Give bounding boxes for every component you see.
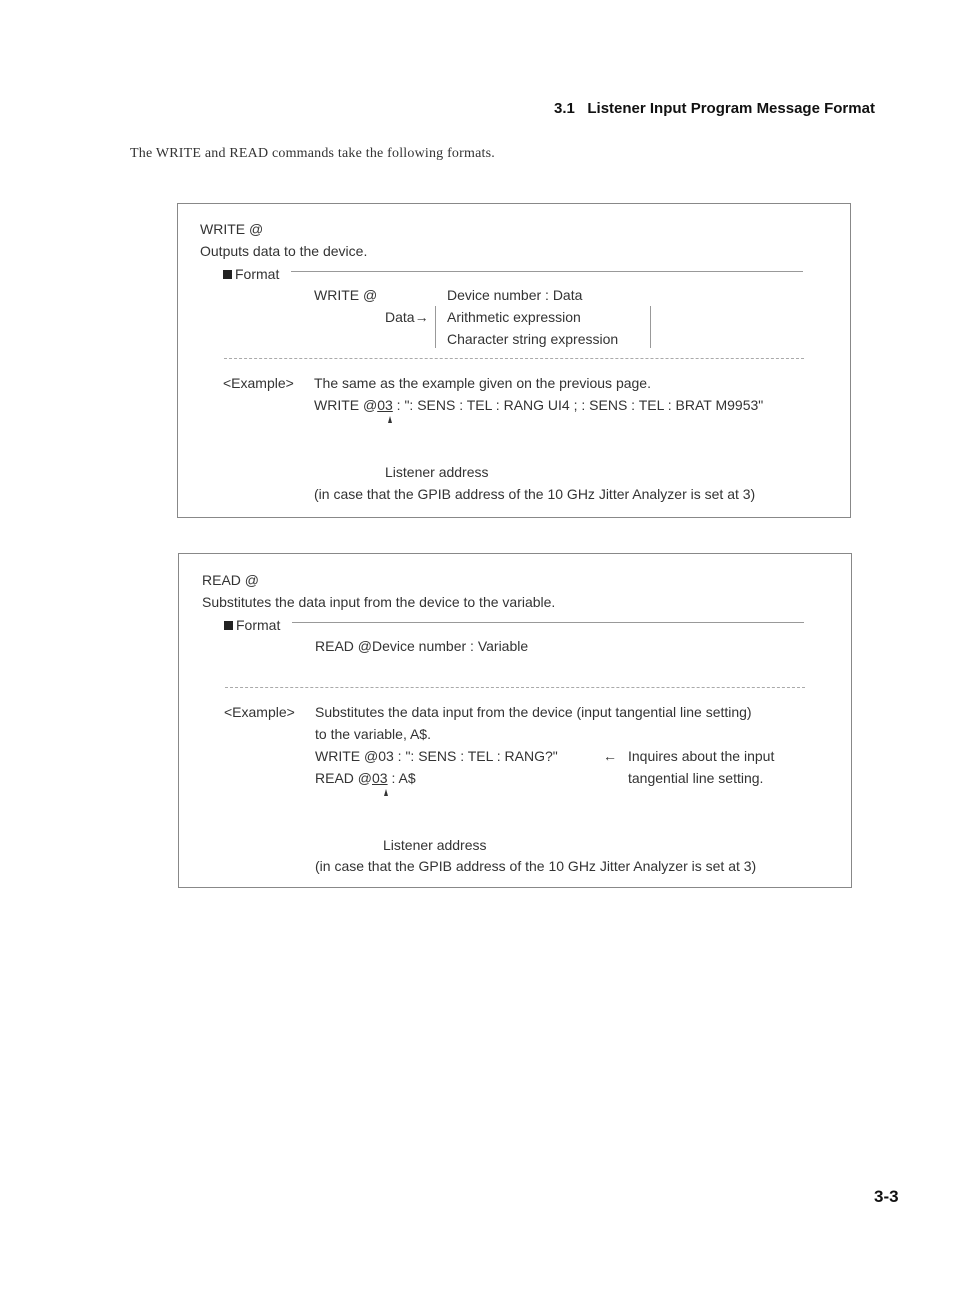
read-description: Substitutes the data input from the device to the variable. bbox=[202, 594, 556, 610]
square-bullet-icon bbox=[223, 270, 232, 279]
data-option-arithmetic: Arithmetic expression bbox=[447, 309, 581, 325]
read-format-rule bbox=[292, 622, 804, 623]
data-option-bracket-left bbox=[435, 306, 436, 348]
data-option-bracket-right bbox=[650, 306, 651, 348]
intro-paragraph: The WRITE and READ commands take the following formats. bbox=[130, 146, 495, 161]
read-format-label: Format bbox=[224, 617, 280, 633]
listener-address-value: 03 bbox=[372, 770, 388, 786]
page-number: 3-3 bbox=[874, 1187, 899, 1206]
write-format-label: Format bbox=[223, 266, 279, 282]
left-arrow-icon: ← bbox=[603, 748, 617, 764]
write-description: Outputs data to the device. bbox=[200, 243, 368, 259]
read-example-text-1: Substitutes the data input from the device (input tangential line setting) bbox=[315, 704, 752, 720]
read-example-divider bbox=[225, 687, 805, 688]
read-listener-label: Listener address bbox=[383, 837, 487, 853]
read-format-syntax: READ @Device number : Variable bbox=[315, 638, 529, 654]
write-format-command: WRITE @ bbox=[314, 287, 378, 303]
arrow-up-icon bbox=[388, 416, 392, 423]
read-example-text-2: to the variable, A$. bbox=[315, 726, 431, 742]
write-format-args: Device number : Data bbox=[447, 287, 583, 303]
write-example-label: <Example> bbox=[223, 375, 294, 391]
write-command-title: WRITE @ bbox=[200, 221, 264, 237]
read-comment-2: tangential line setting. bbox=[628, 770, 764, 786]
read-code-line-2: READ @03 : A$ bbox=[315, 770, 416, 786]
section-title: Listener Input Program Message Format bbox=[587, 100, 875, 117]
listener-address-value: 03 bbox=[377, 397, 393, 413]
write-listener-label: Listener address bbox=[385, 464, 489, 480]
data-option-string: Character string expression bbox=[447, 331, 619, 347]
write-data-label: Data→ bbox=[385, 309, 429, 325]
read-code-line-1: WRITE @03 : ": SENS : TEL : RANG?" bbox=[315, 748, 558, 764]
write-listener-note: (in case that the GPIB address of the 10 GHz Jitter Analyzer is set at 3) bbox=[314, 486, 756, 502]
write-format-rule bbox=[291, 271, 803, 272]
write-example-text: The same as the example given on the previous page. bbox=[314, 375, 651, 391]
write-example-divider bbox=[224, 358, 804, 359]
write-example-code: WRITE @03 : ": SENS : TEL : RANG UI4 ; : SENS : TEL : BRAT M9953" bbox=[314, 397, 764, 413]
read-comment-1: Inquires about the input bbox=[628, 748, 775, 764]
read-listener-note: (in case that the GPIB address of the 10 GHz Jitter Analyzer is set at 3) bbox=[315, 858, 757, 874]
read-command-title: READ @ bbox=[202, 572, 259, 588]
square-bullet-icon bbox=[224, 621, 233, 630]
read-example-label: <Example> bbox=[224, 704, 295, 720]
section-heading bbox=[554, 100, 875, 117]
section-number: 3.1 bbox=[554, 100, 575, 117]
arrow-up-icon bbox=[384, 789, 388, 796]
